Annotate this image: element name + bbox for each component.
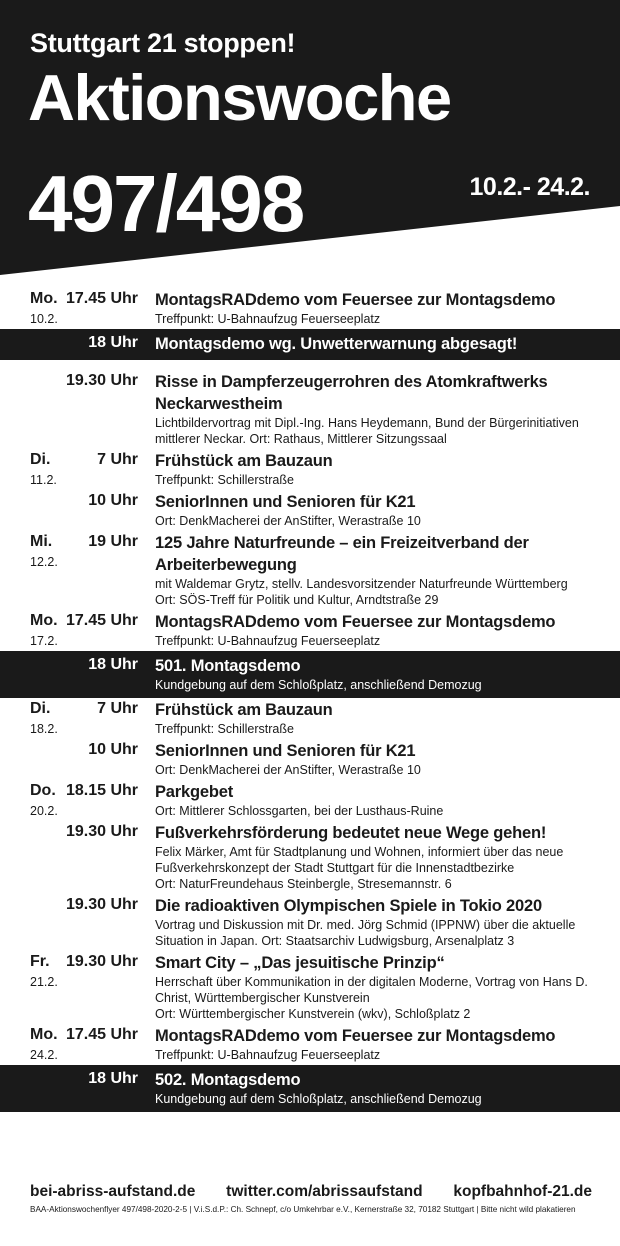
event-day: Di. — [30, 451, 51, 468]
event-title: 501. Montagsdemo — [155, 657, 301, 675]
event-content — [155, 781, 595, 819]
event-content — [155, 333, 595, 355]
event-time: 19.30 Uhr — [65, 896, 138, 913]
event-title: Frühstück am Bauzaun — [155, 701, 333, 719]
event-time: 19 Uhr — [88, 533, 138, 550]
event-day: Di. — [30, 700, 51, 717]
event-time: 19.30 Uhr — [65, 372, 138, 389]
footer-link-kopfbahnhof[interactable]: kopfbahnhof-21.de — [453, 1183, 592, 1200]
event-date: 10.2. — [30, 312, 58, 326]
event-content — [155, 655, 595, 693]
event-title: Risse in Dampferzeugerrohren des Atomkraftwerks Neckarwestheim — [155, 373, 548, 413]
event-title: MontagsRADdemo vom Feuersee zur Montagsdemo — [155, 1027, 556, 1045]
event-row — [0, 951, 620, 1024]
event-time: 17.45 Uhr — [65, 1026, 138, 1043]
event-title: Parkgebet — [155, 783, 233, 801]
event-row — [0, 1024, 620, 1065]
event-time: 10 Uhr — [88, 492, 138, 509]
event-description: Treffpunkt: U-Bahnaufzug Feuerseeplatz — [155, 1048, 381, 1062]
event-row — [0, 288, 620, 329]
event-list — [0, 288, 620, 1112]
event-content — [155, 371, 595, 447]
event-date: 21.2. — [30, 975, 58, 989]
event-title: Montagsdemo wg. Unwetterwarnung abgesagt! — [155, 335, 518, 353]
event-date: 20.2. — [30, 804, 58, 818]
event-row — [0, 698, 620, 739]
event-content — [155, 532, 595, 608]
event-row-highlight — [0, 651, 620, 698]
event-description: Felix Märker, Amt für Stadtplanung und Wohnen, informiert über das neue Fußverkehrskonzept der Stadt Stuttgart für die Innenstadtbezirke Ort: NaturFreundehaus Steinbergle, Stresemannstr. 6 — [155, 845, 564, 891]
event-description: Ort: DenkMacherei der AnStifter, Werastraße 10 — [155, 763, 421, 777]
event-description: Kundgebung auf dem Schloßplatz, anschließend Demozug — [155, 1092, 482, 1106]
event-content — [155, 822, 595, 892]
event-row-highlight — [0, 329, 620, 360]
event-time: 17.45 Uhr — [65, 612, 138, 629]
event-row — [0, 610, 620, 651]
event-content — [155, 895, 595, 949]
event-date: 17.2. — [30, 634, 58, 648]
event-time: 7 Uhr — [97, 700, 138, 717]
header-banner — [0, 0, 620, 282]
event-time: 18 Uhr — [88, 656, 138, 673]
event-title: Fußverkehrsförderung bedeutet neue Wege gehen! — [155, 824, 547, 842]
event-time: 19.30 Uhr — [65, 823, 138, 840]
event-date: 12.2. — [30, 555, 58, 569]
event-time: 18 Uhr — [88, 1070, 138, 1087]
event-description: Herrschaft über Kommunikation in der digitalen Moderne, Vortrag von Hans D. Christ, Württembergischer Kunstverein Ort: Württembergischer Kunstverein (wkv), Schloßplatz 2 — [155, 975, 588, 1021]
event-description: Ort: Mittlerer Schlossgarten, bei der Lusthaus-Ruine — [155, 804, 444, 818]
event-day: Mo. — [30, 1026, 58, 1043]
event-time: 17.45 Uhr — [65, 290, 138, 307]
header-number: 497/498 — [28, 159, 304, 248]
event-row — [0, 780, 620, 821]
event-title: MontagsRADdemo vom Feuersee zur Montagsdemo — [155, 613, 556, 631]
event-content — [155, 611, 595, 649]
footer-link-website[interactable]: bei-abriss-aufstand.de — [30, 1183, 196, 1200]
event-date: 18.2. — [30, 722, 58, 736]
header-dates: 10.2.- 24.2. — [469, 173, 590, 201]
event-row — [0, 821, 620, 894]
event-title: Frühstück am Bauzaun — [155, 452, 333, 470]
event-description: Lichtbildervortrag mit Dipl.-Ing. Hans Heydemann, Bund der Bürgerinitiativen mittlerer Neckar. Ort: Rathaus, Mittlerer Sitzungssaal — [155, 416, 579, 446]
event-content — [155, 952, 595, 1022]
event-content — [155, 450, 595, 488]
event-title: 125 Jahre Naturfreunde – ein Freizeitverband der Arbeiterbewegung — [155, 534, 529, 574]
event-content — [155, 1025, 595, 1063]
event-time: 18 Uhr — [88, 334, 138, 351]
footer-link-twitter[interactable]: twitter.com/abrissaufstand — [226, 1183, 423, 1200]
footer-imprint: BAA-Aktionswochenflyer 497/498-2020-2-5 | V.i.S.d.P.: Ch. Schnepf, c/o Umkehrbar e.V., Kernerstraße 32, 70182 Stuttgart | Bitte nicht wild plakatieren — [30, 1205, 576, 1214]
event-title: SeniorInnen und Senioren für K21 — [155, 742, 416, 760]
event-content — [155, 491, 595, 529]
event-title: Die radioaktiven Olympischen Spiele in Tokio 2020 — [155, 897, 542, 915]
event-date: 24.2. — [30, 1048, 58, 1062]
event-time: 18.15 Uhr — [65, 782, 138, 799]
event-row-highlight — [0, 1065, 620, 1112]
event-content — [155, 1069, 595, 1107]
event-content — [155, 740, 595, 778]
event-description: mit Waldemar Grytz, stellv. Landesvorsitzender Naturfreunde Württemberg Ort: SÖS-Treff für Politik und Kultur, Arndtstraße 29 — [155, 577, 568, 607]
event-row — [0, 370, 620, 449]
event-row — [0, 531, 620, 610]
event-title: Smart City – „Das jesuitische Prinzip“ — [155, 954, 445, 972]
event-time: 19.30 Uhr — [65, 953, 138, 970]
event-description: Treffpunkt: Schillerstraße — [155, 722, 294, 736]
event-day: Fr. — [30, 953, 50, 970]
event-day: Mo. — [30, 290, 58, 307]
event-row — [0, 894, 620, 951]
event-title: MontagsRADdemo vom Feuersee zur Montagsdemo — [155, 291, 556, 309]
event-title: SeniorInnen und Senioren für K21 — [155, 493, 416, 511]
event-description: Treffpunkt: U-Bahnaufzug Feuerseeplatz — [155, 634, 381, 648]
event-description: Ort: DenkMacherei der AnStifter, Werastraße 10 — [155, 514, 421, 528]
event-time: 10 Uhr — [88, 741, 138, 758]
event-day: Do. — [30, 782, 56, 799]
event-time: 7 Uhr — [97, 451, 138, 468]
event-row — [0, 490, 620, 531]
event-row — [0, 739, 620, 780]
event-description: Treffpunkt: Schillerstraße — [155, 473, 294, 487]
event-day: Mo. — [30, 612, 58, 629]
event-description: Vortrag und Diskussion mit Dr. med. Jörg Schmid (IPPNW) über die aktuelle Situation in Japan. Ort: Staatsarchiv Ludwigsburg, Arsenalplatz 3 — [155, 918, 576, 948]
event-content — [155, 289, 595, 327]
header-subtitle: Stuttgart 21 stoppen! — [30, 28, 296, 58]
header-title: Aktionswoche — [28, 61, 451, 134]
event-description: Kundgebung auf dem Schloßplatz, anschließend Demozug — [155, 678, 482, 692]
event-description: Treffpunkt: U-Bahnaufzug Feuerseeplatz — [155, 312, 381, 326]
event-content — [155, 699, 595, 737]
event-row — [0, 449, 620, 490]
event-day: Mi. — [30, 533, 53, 550]
event-date: 11.2. — [30, 473, 57, 487]
footer-links — [30, 1183, 592, 1201]
event-title: 502. Montagsdemo — [155, 1071, 301, 1089]
